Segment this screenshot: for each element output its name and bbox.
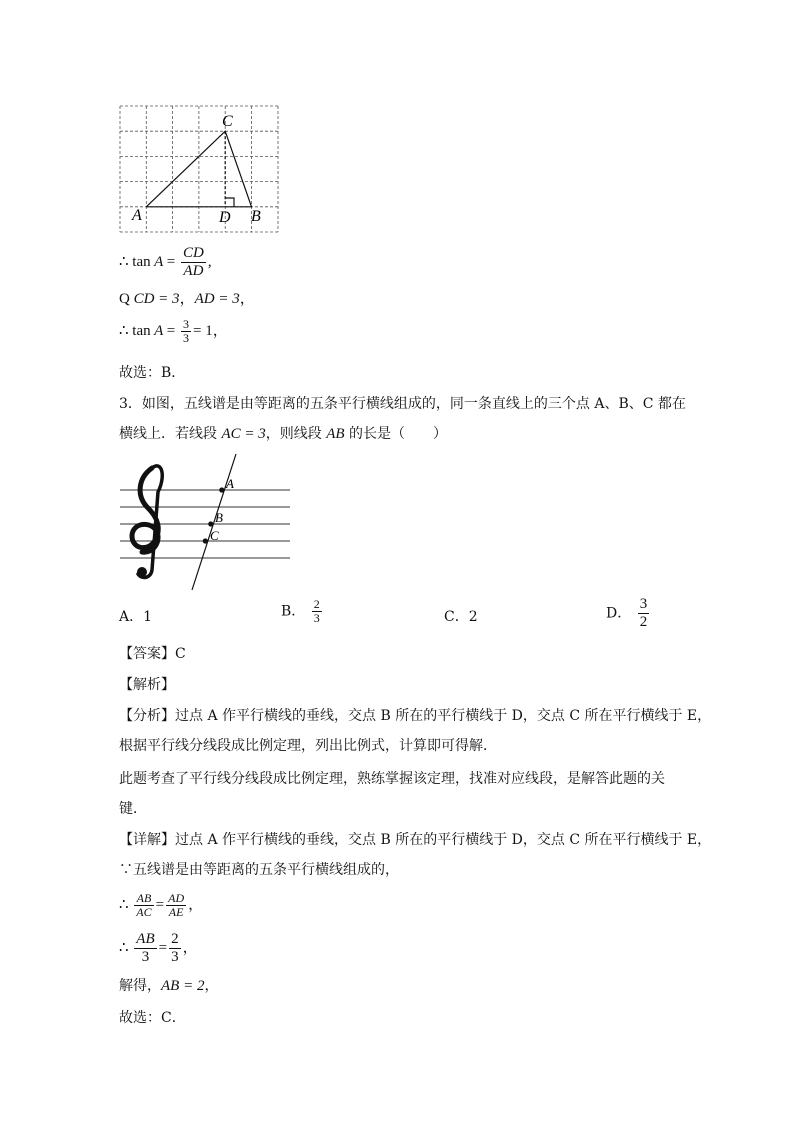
label-C: C — [222, 113, 233, 130]
fraction-3-2: $\frac{3}{2}$ — [639, 596, 648, 630]
right-angle-mark — [225, 198, 234, 207]
analysis-tag: 【解析】 — [119, 677, 175, 693]
fraction-ab-ac: $\frac{AB}{AC}$ — [136, 891, 152, 919]
label-B: B — [251, 208, 261, 225]
fraction-ad-ae: $\frac{AD}{AE}$ — [168, 891, 185, 919]
result-line: ∴ tan A = $\frac{3}{3}$ = 1， — [119, 317, 228, 345]
detail-line1: 【详解】过点 A 作平行横线的垂线，交点 B 所在的平行横线于 D，交点 C 所在平行横线于 E， — [119, 832, 712, 848]
solve-line: 解得，AB = 2， — [119, 978, 219, 994]
point-C — [203, 538, 208, 543]
music-staff-figure — [118, 452, 294, 594]
fraction-2-3: $\frac{2}{3}$ — [313, 597, 320, 625]
because-line: ∵五线谱是由等距离的五条平行横线组成的， — [119, 862, 399, 878]
grid-triangle-figure — [118, 104, 282, 234]
fenxi-line2: 根据平行线分线段成比例定理，列出比例式，计算即可得解． — [119, 738, 497, 754]
comment-line1: 此题考查了平行线分线段成比例定理，熟练掌握该定理，找准对应线段，是解答此题的关 — [119, 771, 665, 787]
option-b[interactable]: B． $\frac{2}{3}$ — [281, 597, 320, 625]
label-B: B — [215, 510, 223, 525]
transversal-line — [192, 454, 236, 590]
option-d[interactable]: D． $\frac{3}{2}$ — [606, 596, 648, 630]
label-D: D — [219, 209, 231, 226]
q3-stem-line1: 3．如图，五线谱是由等距离的五条平行横线组成的，同一条直线上的三个点 A、B、C 都在 — [119, 396, 686, 412]
q3-stem-line2: 横线上．若线段 AC = 3，则线段 AB 的长是（ ） — [119, 426, 447, 442]
label-A: A — [226, 476, 234, 491]
comment-line2: 键． — [119, 801, 147, 817]
option-c[interactable]: C．2 — [444, 609, 478, 625]
prev-select: 故选：B． — [119, 365, 186, 381]
tan-line: ∴ tan A = $\frac{CD}{AD}$ , — [119, 245, 212, 279]
fraction-ab-3: $\frac{AB}{3}$ — [136, 931, 155, 965]
fenxi-line1: 【分析】过点 A 作平行横线的垂线，交点 B 所在的平行横线于 D，交点 C 所在平行横线于 E， — [119, 708, 712, 724]
fraction-2-3: $\frac{2}{3}$ — [171, 931, 179, 965]
option-a[interactable]: A．1 — [119, 609, 153, 625]
fraction-cd-ad: $\frac{CD}{AD}$ — [182, 245, 204, 279]
answer-line: 【答案】C — [119, 646, 186, 662]
given-line: Q CD = 3，AD = 3， — [119, 291, 255, 307]
ratio-line1: ∴ $\frac{AB}{AC}$ = $\frac{AD}{AE}$ ， — [119, 891, 204, 919]
point-A — [219, 487, 224, 492]
label-A: A — [132, 207, 142, 224]
ratio-line2: ∴ $\frac{AB}{3}$ = $\frac{2}{3}$ ， — [119, 931, 198, 965]
label-C: C — [210, 528, 219, 543]
treble-clef-icon — [132, 466, 162, 578]
point-B — [208, 521, 213, 526]
fraction-3-3: $\frac{3}{3}$ — [182, 317, 189, 345]
q3-select: 故选：C． — [119, 1010, 186, 1026]
